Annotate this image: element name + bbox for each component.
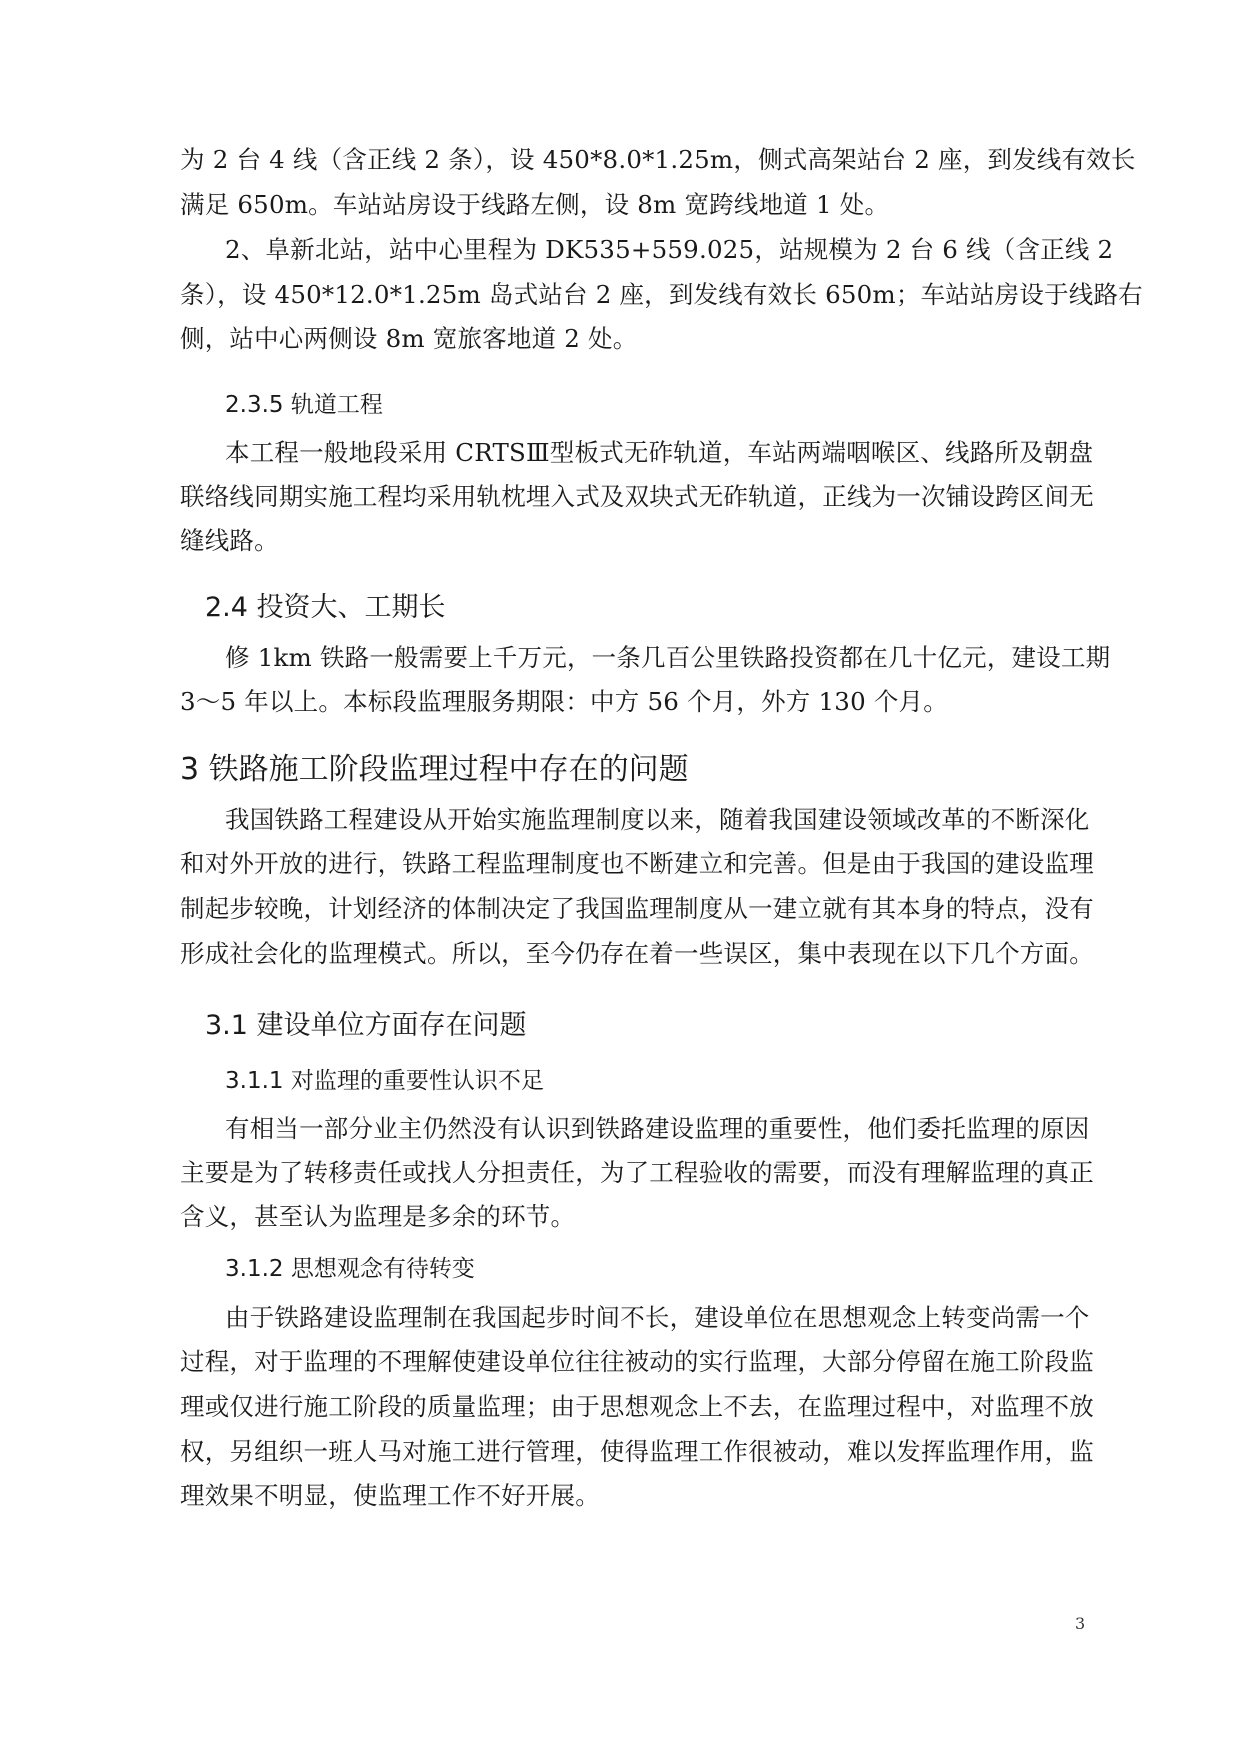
text-line: 和对外开放的进行，铁路工程监理制度也不断建立和完善。但是由于我国的建设监理	[180, 849, 1094, 878]
paragraph-3-1-1	[180, 1109, 1094, 1231]
text-line: 有相当一部分业主仍然没有认识到铁路建设监理的重要性，他们委托监理的原因	[225, 1114, 1090, 1143]
paragraph-station-2	[180, 230, 1143, 353]
text-line: 形成社会化的监理模式。所以，至今仍存在着一些误区，集中表现在以下几个方面。	[180, 939, 1094, 968]
heading-3-1: 3.1 建设单位方面存在问题	[205, 1010, 527, 1041]
text-line: 条），设 450*12.0*1.25m 岛式站台 2 座，到发线有效长 650m；车站站房设于线路右	[180, 280, 1143, 309]
text-line: 过程，对于监理的不理解使建设单位往往被动的实行监理，大部分停留在施工阶段监	[180, 1347, 1094, 1376]
text-line: 缝线路。	[180, 526, 279, 555]
text-line: 3～5 年以上。本标段监理服务期限：中方 56 个月，外方 130 个月。	[180, 687, 948, 716]
text-line: 权，另组织一班人马对施工进行管理，使得监理工作很被动，难以发挥监理作用，监	[180, 1437, 1094, 1466]
text-line: 本工程一般地段采用 CRTSⅢ型板式无砟轨道，车站两端咽喉区、线路所及朝盘	[225, 438, 1094, 467]
text-line: 主要是为了转移责任或找人分担责任，为了工程验收的需要，而没有理解监理的真正	[180, 1158, 1094, 1187]
heading-3: 3 铁路施工阶段监理过程中存在的问题	[180, 752, 689, 787]
text-line: 为 2 台 4 线（含正线 2 条），设 450*8.0*1.25m，侧式高架站台 2 座，到发线有效长	[180, 145, 1136, 174]
paragraph-station-1-continued	[180, 140, 1136, 219]
text-line: 含义，甚至认为监理是多余的环节。	[180, 1202, 576, 1231]
text-line: 制起步较晚，计划经济的体制决定了我国监理制度从一建立就有其本身的特点，没有	[180, 894, 1094, 923]
page-number: 3	[1075, 1614, 1086, 1633]
paragraph-3	[180, 800, 1094, 968]
heading-3-1-2: 3.1.2 思想观念有待转变	[225, 1256, 475, 1282]
text-line: 理效果不明显，使监理工作不好开展。	[180, 1481, 600, 1510]
paragraph-2-3-5	[180, 433, 1094, 555]
text-line: 2、阜新北站，站中心里程为 DK535+559.025，站规模为 2 台 6 线（含正线 2	[225, 235, 1114, 264]
paragraph-2-4	[180, 638, 1111, 716]
text-line: 联络线同期实施工程均采用轨枕埋入式及双块式无砟轨道，正线为一次铺设跨区间无	[180, 482, 1094, 511]
text-line: 理或仅进行施工阶段的质量监理；由于思想观念上不去，在监理过程中，对监理不放	[180, 1392, 1094, 1421]
text-line: 由于铁路建设监理制在我国起步时间不长，建设单位在思想观念上转变尚需一个	[225, 1303, 1090, 1332]
heading-3-1-1: 3.1.1 对监理的重要性认识不足	[225, 1068, 544, 1094]
text-line: 侧，站中心两侧设 8m 宽旅客地道 2 处。	[180, 324, 638, 353]
text-line: 满足 650m。车站站房设于线路左侧，设 8m 宽跨线地道 1 处。	[180, 190, 890, 219]
text-line: 修 1km 铁路一般需要上千万元，一条几百公里铁路投资都在几十亿元，建设工期	[225, 643, 1111, 672]
paragraph-3-1-2	[180, 1298, 1094, 1510]
heading-2-4: 2.4 投资大、工期长	[205, 592, 446, 623]
text-line: 我国铁路工程建设从开始实施监理制度以来，随着我国建设领域改革的不断深化	[225, 805, 1090, 834]
heading-2-3-5: 2.3.5 轨道工程	[225, 392, 383, 418]
